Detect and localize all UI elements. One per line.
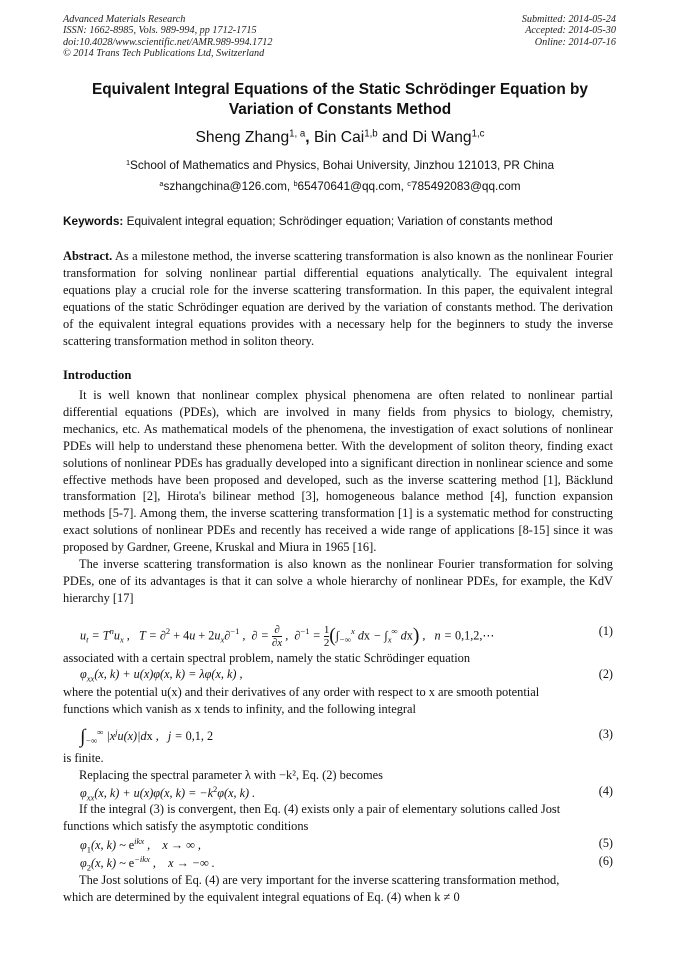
journal-meta <box>63 14 272 60</box>
equation-2-expression: $\varphi_{xx}(x$, k) + u(x)φ(x, k) = λφ(x, k) , <box>80 667 243 684</box>
author-sup: 1,c <box>471 128 485 140</box>
author-sup: 1,b <box>364 128 378 140</box>
email-sup: b <box>293 178 298 188</box>
equation-number: (6) <box>598 854 613 868</box>
keywords <box>63 213 623 229</box>
equation-3-expression: $\int_{-\infty}^\infty$ $|x^ju(x)|dx$ , j = 0,1, 2 <box>80 726 214 748</box>
abstract <box>63 248 613 349</box>
submitted-date: Submitted: 2014-05-24 <box>521 14 616 25</box>
paper-title <box>60 80 620 119</box>
abstract-label: Abstract. <box>63 249 113 263</box>
equation-number: (4) <box>598 784 613 798</box>
equation-4-expression: $\varphi_{xx}(x$, k) + u(x)φ(x, $k) = -k^2\varphi(x$, k) . <box>80 784 256 803</box>
title-line-2: Variation of Constants Method <box>228 100 452 118</box>
abstract-text: As a milestone method, the inverse scattering transformation is also known as the nonlinear Fourier transformation for solving nonlinear partial differential equations analytically. The equivalent integral equations play a crucial role for the inverse scattering transformation. In this paper, the equivalent integral equations of the static Schrödinger equation are derived by the variation of constants method. The derivation of the equivalent integral equations provides with a necessary help for the beginners to study the inverse scattering transformation method in soliton theory. <box>63 249 613 348</box>
author-and: and <box>382 129 409 146</box>
intro-paragraph-1: It is well known that nonlinear complex physical phenomena are often related to nonlinear partial differential equations (PDEs), which are involved in many fields from physics to biology, chemistry, mechanics, etc. As mathematical models of the phenomena, the investigation of exact solutions of nonlinear PDEs will help to understand these phenomena better. With the development of soliton theory, finding exact solutions of nonlinear PDEs has gradually developed into a significant direction in nonlinear science and some effective methods have been proposed and developed, such as the inverse scattering method [1], Bäcklund transformation [2], Hirota's bilinear method [3], homogeneous balance method [4], function expansion methods [5-7]. Among them, the inverse scattering transformation [1] is a systematic method for constructing exact solutions of nonlinear PDEs and recently has received a wide range of applications [8-15] since it was proposed by Gardner, Greene, Kruskal and Miura in 1965 [16]. <box>63 388 613 555</box>
affiliation <box>60 157 620 173</box>
text-after-eq3: is finite. <box>63 751 104 765</box>
journal-copyright: © 2014 Trans Tech Publications Ltd, Switzerland <box>63 48 265 60</box>
title-line-1: Equivalent Integral Equations of the Static Schrödinger Equation by <box>92 81 588 98</box>
email-sup: c <box>407 178 411 188</box>
text-after-eq2-line-1: where the potential u(x) and their derivatives of any order with respect to x are smooth potential <box>63 685 540 699</box>
journal-issn: ISSN: 1662-8985, Vols. 989-994, pp 1712-1715 <box>63 25 257 37</box>
text-if-integral-line-2: functions which satisfy the asymptotic conditions <box>63 819 309 833</box>
equation-number: (2) <box>598 667 613 681</box>
author-name: Sheng Zhang <box>195 129 290 146</box>
author-name: Di Wang <box>412 129 472 146</box>
equation-1-expression: $u_t = T^nu_x$ , $T = \partial^2 + 4u + 2u_x\partial^{-1}$ , ∂ = $\frac{\partial}{\partial x}$ , ∂$^{-1}$ = $\frac{1}{2}$ ($\int_{-\infty}^x$ dx − $\int_x^\infty$ dx) , n = 0,1,2,⋯ <box>80 624 495 649</box>
author-name: Bin Cai <box>313 129 365 146</box>
section-heading: Introduction <box>63 368 132 382</box>
email-sup: a <box>159 178 164 188</box>
equation-1 <box>80 624 613 649</box>
text-jost-line-1: The Jost solutions of Eq. (4) are very important for the inverse scattering transformation method, <box>79 873 560 887</box>
intro-paragraph-2: The inverse scattering transformation is also known as the nonlinear Fourier transformation for solving PDEs, one of its advantages is that it can solve a whole hierarchy of nonlinear PDEs, for example, the KdV hierarchy [17] <box>63 557 613 605</box>
equation-5-expression: $\varphi_1(x$, k) ~ $e^{ikx}$ , x → ∞ , <box>80 836 201 855</box>
email-link[interactable]: szhangchina@126.com, <box>163 179 291 193</box>
email-link[interactable]: 785492083@qq.com <box>410 179 521 193</box>
accepted-date: Accepted: 2014-05-30 <box>525 25 616 37</box>
text-jost-line-2: which are determined by the equivalent integral equations of Eq. (4) when k ≠ 0 <box>63 890 460 904</box>
keywords-text: Equivalent integral equation; Schrödinger equation; Variation of constants method <box>126 214 553 228</box>
affiliation-sup: 1 <box>125 157 131 167</box>
affiliation-text: School of Mathematics and Physics, Bohai University, Jinzhou 121013, PR China <box>130 158 555 172</box>
author-list: Sheng Zhang$^{1, a}$, Bin Cai$^{1,b}$ and Di Wang$^{1,c}$ <box>195 128 485 146</box>
keywords-label: Keywords: <box>63 214 124 228</box>
email-list <box>60 178 620 194</box>
equation-3 <box>80 727 613 749</box>
journal-name: Advanced Materials Research <box>63 14 186 25</box>
dates-meta <box>522 14 616 48</box>
equation-number: (5) <box>598 836 613 850</box>
intro-body <box>63 387 613 607</box>
journal-doi: doi:10.4028/www.scientific.net/AMR.989-994.1712 <box>63 36 273 48</box>
author-sup: 1, a <box>289 128 306 140</box>
equation-number: (1) <box>598 624 613 638</box>
equation-6-expression: $\varphi_2(x$, k) ~ $e^{-ikx}$ , x → −∞ . <box>80 854 215 873</box>
text-if-integral-line-1: If the integral (3) is convergent, then Eq. (4) exists only a pair of elementary solutions called Jost <box>79 802 561 816</box>
equation-number: (3) <box>598 727 613 741</box>
text-after-eq2-line-2: functions which vanish as x tends to infinity, and the following integral <box>63 702 416 716</box>
text-replacing: Replacing the spectral parameter λ with −k², Eq. (2) becomes <box>79 768 383 782</box>
text-after-eq1: associated with a certain spectral problem, namely the static Schrödinger equation <box>63 651 471 665</box>
email-link[interactable]: 65470641@qq.com, <box>297 179 404 193</box>
online-date: Online: 2014-07-16 <box>534 36 616 48</box>
